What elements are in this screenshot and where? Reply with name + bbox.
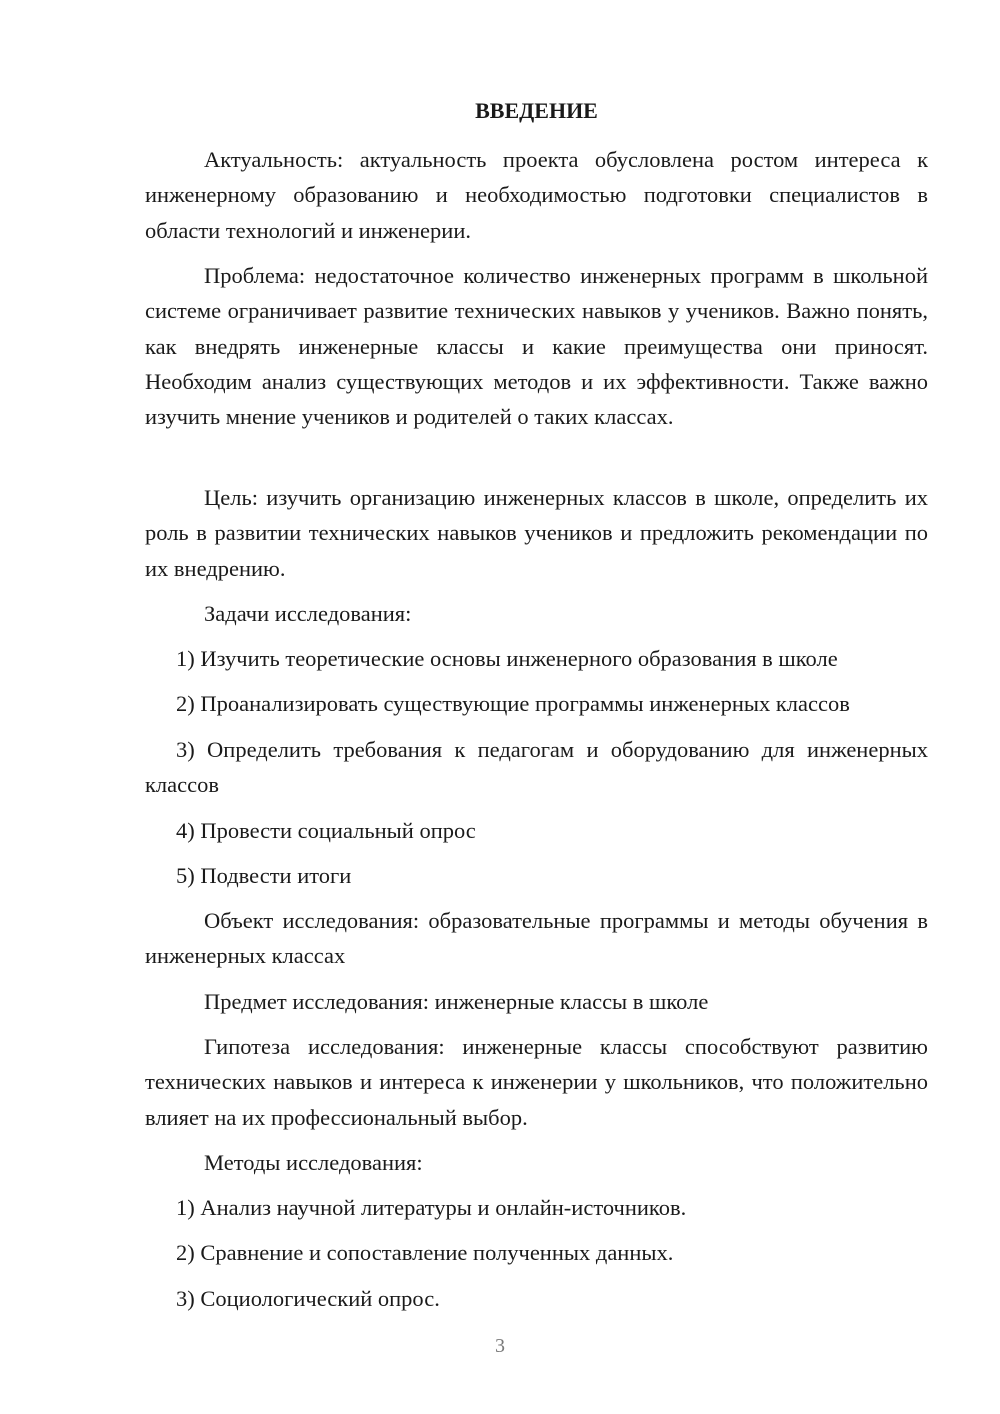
section-title: ВВЕДЕНИЕ [475, 98, 598, 123]
task-item-3: 3) Определить требования к педагогам и оборудованию для инженерных классов [145, 737, 928, 798]
tasks-heading: Задачи исследования: [204, 601, 412, 626]
task-item-4: 4) Провести социальный опрос [176, 818, 476, 843]
problem-paragraph: Проблема: недостаточное количество инженерных программ в школьной системе ограничивает развитие технических навыков у учеников. Важно понять, как внедрять инженерные классы и какие преимущества они приносят. Необходим анализ существующих методов и их эффективности. Также важно изучить мнение учеников и родителей о таких классах. [145, 263, 928, 430]
task-item-2: 2) Проанализировать существующие программы инженерных классов [176, 691, 850, 716]
hypothesis-paragraph: Гипотеза исследования: инженерные классы способствуют развитию технических навыков и интереса к инженерии у школьников, что положительно влияет на их профессиональный выбор. [145, 1034, 928, 1130]
goal-paragraph: Цель: изучить организацию инженерных классов в школе, определить их роль в развитии технических навыков учеников и предложить рекомендации по их внедрению. [145, 485, 928, 581]
methods-heading: Методы исследования: [204, 1150, 423, 1175]
method-item-3: 3) Социологический опрос. [176, 1286, 440, 1311]
page-number: 3 [495, 1335, 505, 1357]
relevance-paragraph: Актуальность: актуальность проекта обусловлена ростом интереса к инженерному образованию и необходимостью подготовки специалистов в области технологий и инженерии. [145, 147, 928, 243]
object-paragraph: Объект исследования: образовательные программы и методы обучения в инженерных классах [145, 908, 928, 969]
subject-paragraph: Предмет исследования: инженерные классы в школе [204, 989, 709, 1014]
task-item-5: 5) Подвести итоги [176, 863, 352, 888]
task-item-1: 1) Изучить теоретические основы инженерного образования в школе [176, 646, 838, 671]
method-item-1: 1) Анализ научной литературы и онлайн-источников. [176, 1195, 687, 1220]
method-item-2: 2) Сравнение и сопоставление полученных данных. [176, 1240, 674, 1265]
